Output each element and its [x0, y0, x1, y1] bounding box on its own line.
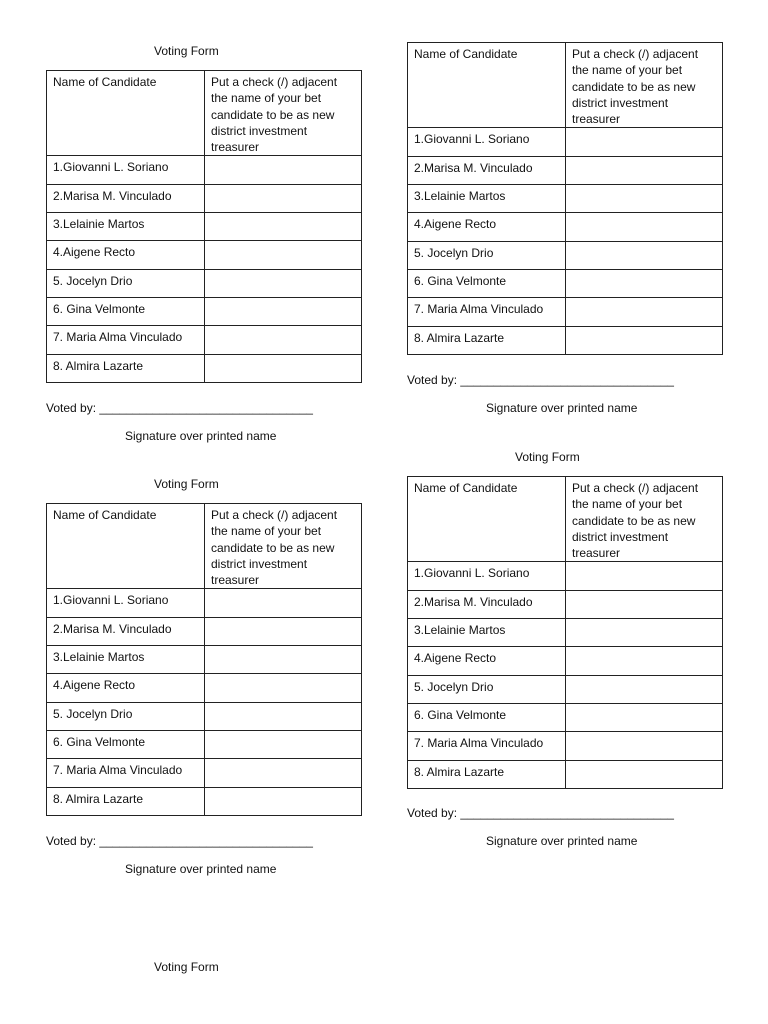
- check-cell[interactable]: [566, 269, 723, 297]
- signature-label: Signature over printed name: [486, 401, 638, 415]
- voted-by-line: ________________________________: [460, 373, 674, 387]
- candidate-row: [47, 702, 362, 730]
- candidate-row: [408, 760, 723, 788]
- check-cell[interactable]: [205, 269, 362, 297]
- voted-by-label: Voted by:: [407, 373, 458, 387]
- check-cell[interactable]: [205, 730, 362, 758]
- voted-by-line: ________________________________: [99, 834, 313, 848]
- candidate-row: [47, 354, 362, 382]
- check-cell[interactable]: [205, 589, 362, 617]
- candidate-row: [47, 269, 362, 297]
- candidate-name: 6. Gina Velmonte: [47, 730, 205, 758]
- signature-label: Signature over printed name: [486, 834, 638, 848]
- candidate-name: 4.Aigene Recto: [47, 241, 205, 269]
- candidate-row: [47, 646, 362, 674]
- header-name-of-candidate: Name of Candidate: [47, 71, 205, 156]
- check-cell[interactable]: [566, 213, 723, 241]
- candidate-name: 7. Maria Alma Vinculado: [47, 759, 205, 787]
- candidate-name: 8. Almira Lazarte: [408, 326, 566, 354]
- table-header-row: [408, 477, 723, 562]
- candidate-row: [47, 297, 362, 325]
- voted-by-field[interactable]: [46, 401, 313, 415]
- candidate-name: 2.Marisa M. Vinculado: [408, 156, 566, 184]
- header-check-instructions: Put a check (/) adjacent the name of your bet candidate to be as new district investment treasurer: [566, 43, 723, 128]
- candidate-name: 2.Marisa M. Vinculado: [47, 184, 205, 212]
- candidate-name: 6. Gina Velmonte: [408, 703, 566, 731]
- header-name-of-candidate: Name of Candidate: [408, 477, 566, 562]
- candidate-name: 4.Aigene Recto: [408, 647, 566, 675]
- check-cell[interactable]: [566, 185, 723, 213]
- voted-by-field[interactable]: [407, 806, 674, 820]
- table-header-row: [47, 71, 362, 156]
- check-cell[interactable]: [566, 647, 723, 675]
- candidate-row: [47, 326, 362, 354]
- check-cell[interactable]: [205, 354, 362, 382]
- check-cell[interactable]: [205, 646, 362, 674]
- candidate-name: 6. Gina Velmonte: [47, 297, 205, 325]
- candidate-name: 6. Gina Velmonte: [408, 269, 566, 297]
- candidate-name: 3.Lelainie Martos: [47, 646, 205, 674]
- check-cell[interactable]: [205, 759, 362, 787]
- form-title: Voting Form: [515, 450, 580, 464]
- voted-by-label: Voted by:: [46, 401, 97, 415]
- check-cell[interactable]: [566, 156, 723, 184]
- candidate-name: 2.Marisa M. Vinculado: [47, 617, 205, 645]
- check-cell[interactable]: [205, 213, 362, 241]
- candidate-row: [408, 619, 723, 647]
- candidate-name: 4.Aigene Recto: [408, 213, 566, 241]
- candidate-row: [408, 185, 723, 213]
- voted-by-label: Voted by:: [46, 834, 97, 848]
- candidate-name: 3.Lelainie Martos: [408, 619, 566, 647]
- check-cell[interactable]: [205, 674, 362, 702]
- check-cell[interactable]: [566, 760, 723, 788]
- check-cell[interactable]: [566, 298, 723, 326]
- candidate-name: 5. Jocelyn Drio: [47, 702, 205, 730]
- candidate-row: [47, 617, 362, 645]
- candidate-row: [47, 213, 362, 241]
- candidate-row: [408, 269, 723, 297]
- candidate-row: [408, 213, 723, 241]
- candidate-row: [47, 156, 362, 184]
- candidate-name: 7. Maria Alma Vinculado: [47, 326, 205, 354]
- candidate-row: [47, 759, 362, 787]
- check-cell[interactable]: [205, 787, 362, 815]
- candidate-row: [47, 241, 362, 269]
- candidate-row: [408, 241, 723, 269]
- table-header-row: [408, 43, 723, 128]
- signature-label: Signature over printed name: [125, 862, 277, 876]
- voted-by-label: Voted by:: [407, 806, 458, 820]
- header-check-instructions: Put a check (/) adjacent the name of your bet candidate to be as new district investment treasurer: [205, 71, 362, 156]
- candidate-name: 8. Almira Lazarte: [47, 787, 205, 815]
- candidate-row: [408, 675, 723, 703]
- voted-by-field[interactable]: [46, 834, 313, 848]
- candidate-row: [408, 732, 723, 760]
- candidate-row: [408, 326, 723, 354]
- candidate-name: 2.Marisa M. Vinculado: [408, 590, 566, 618]
- header-name-of-candidate: Name of Candidate: [408, 43, 566, 128]
- candidate-row: [408, 647, 723, 675]
- check-cell[interactable]: [566, 703, 723, 731]
- form-title: Voting Form: [154, 960, 219, 974]
- check-cell[interactable]: [566, 326, 723, 354]
- candidate-row: [408, 590, 723, 618]
- check-cell[interactable]: [566, 619, 723, 647]
- candidate-row: [408, 562, 723, 590]
- signature-label: Signature over printed name: [125, 429, 277, 443]
- candidate-name: 8. Almira Lazarte: [408, 760, 566, 788]
- candidate-name: 4.Aigene Recto: [47, 674, 205, 702]
- header-name-of-candidate: Name of Candidate: [47, 504, 205, 589]
- candidate-name: 3.Lelainie Martos: [408, 185, 566, 213]
- candidate-row: [47, 589, 362, 617]
- candidate-name: 1.Giovanni L. Soriano: [408, 128, 566, 156]
- candidate-name: 8. Almira Lazarte: [47, 354, 205, 382]
- voted-by-field[interactable]: [407, 373, 674, 387]
- check-cell[interactable]: [205, 241, 362, 269]
- form-title: Voting Form: [154, 477, 219, 491]
- candidate-row: [47, 787, 362, 815]
- voting-table: [46, 70, 362, 383]
- check-cell[interactable]: [205, 617, 362, 645]
- voted-by-line: ________________________________: [99, 401, 313, 415]
- check-cell[interactable]: [205, 156, 362, 184]
- table-header-row: [47, 504, 362, 589]
- check-cell[interactable]: [566, 675, 723, 703]
- candidate-name: 1.Giovanni L. Soriano: [47, 156, 205, 184]
- candidate-name: 7. Maria Alma Vinculado: [408, 298, 566, 326]
- check-cell[interactable]: [566, 562, 723, 590]
- candidate-row: [47, 674, 362, 702]
- form-title: Voting Form: [154, 44, 219, 58]
- check-cell[interactable]: [566, 128, 723, 156]
- check-cell[interactable]: [566, 590, 723, 618]
- header-check-instructions: Put a check (/) adjacent the name of your bet candidate to be as new district investment treasurer: [566, 477, 723, 562]
- candidate-row: [408, 156, 723, 184]
- check-cell[interactable]: [205, 326, 362, 354]
- candidate-row: [408, 703, 723, 731]
- header-check-instructions: Put a check (/) adjacent the name of your bet candidate to be as new district investment treasurer: [205, 504, 362, 589]
- check-cell[interactable]: [205, 702, 362, 730]
- candidate-name: 1.Giovanni L. Soriano: [47, 589, 205, 617]
- candidate-row: [47, 730, 362, 758]
- candidate-name: 5. Jocelyn Drio: [47, 269, 205, 297]
- candidate-name: 3.Lelainie Martos: [47, 213, 205, 241]
- voting-table: [407, 476, 723, 789]
- voting-table: [46, 503, 362, 816]
- check-cell[interactable]: [566, 732, 723, 760]
- check-cell[interactable]: [205, 184, 362, 212]
- voting-table: [407, 42, 723, 355]
- candidate-name: 5. Jocelyn Drio: [408, 241, 566, 269]
- candidate-row: [408, 298, 723, 326]
- candidate-row: [408, 128, 723, 156]
- candidate-row: [47, 184, 362, 212]
- check-cell[interactable]: [566, 241, 723, 269]
- voted-by-line: ________________________________: [460, 806, 674, 820]
- candidate-name: 5. Jocelyn Drio: [408, 675, 566, 703]
- check-cell[interactable]: [205, 297, 362, 325]
- candidate-name: 1.Giovanni L. Soriano: [408, 562, 566, 590]
- candidate-name: 7. Maria Alma Vinculado: [408, 732, 566, 760]
